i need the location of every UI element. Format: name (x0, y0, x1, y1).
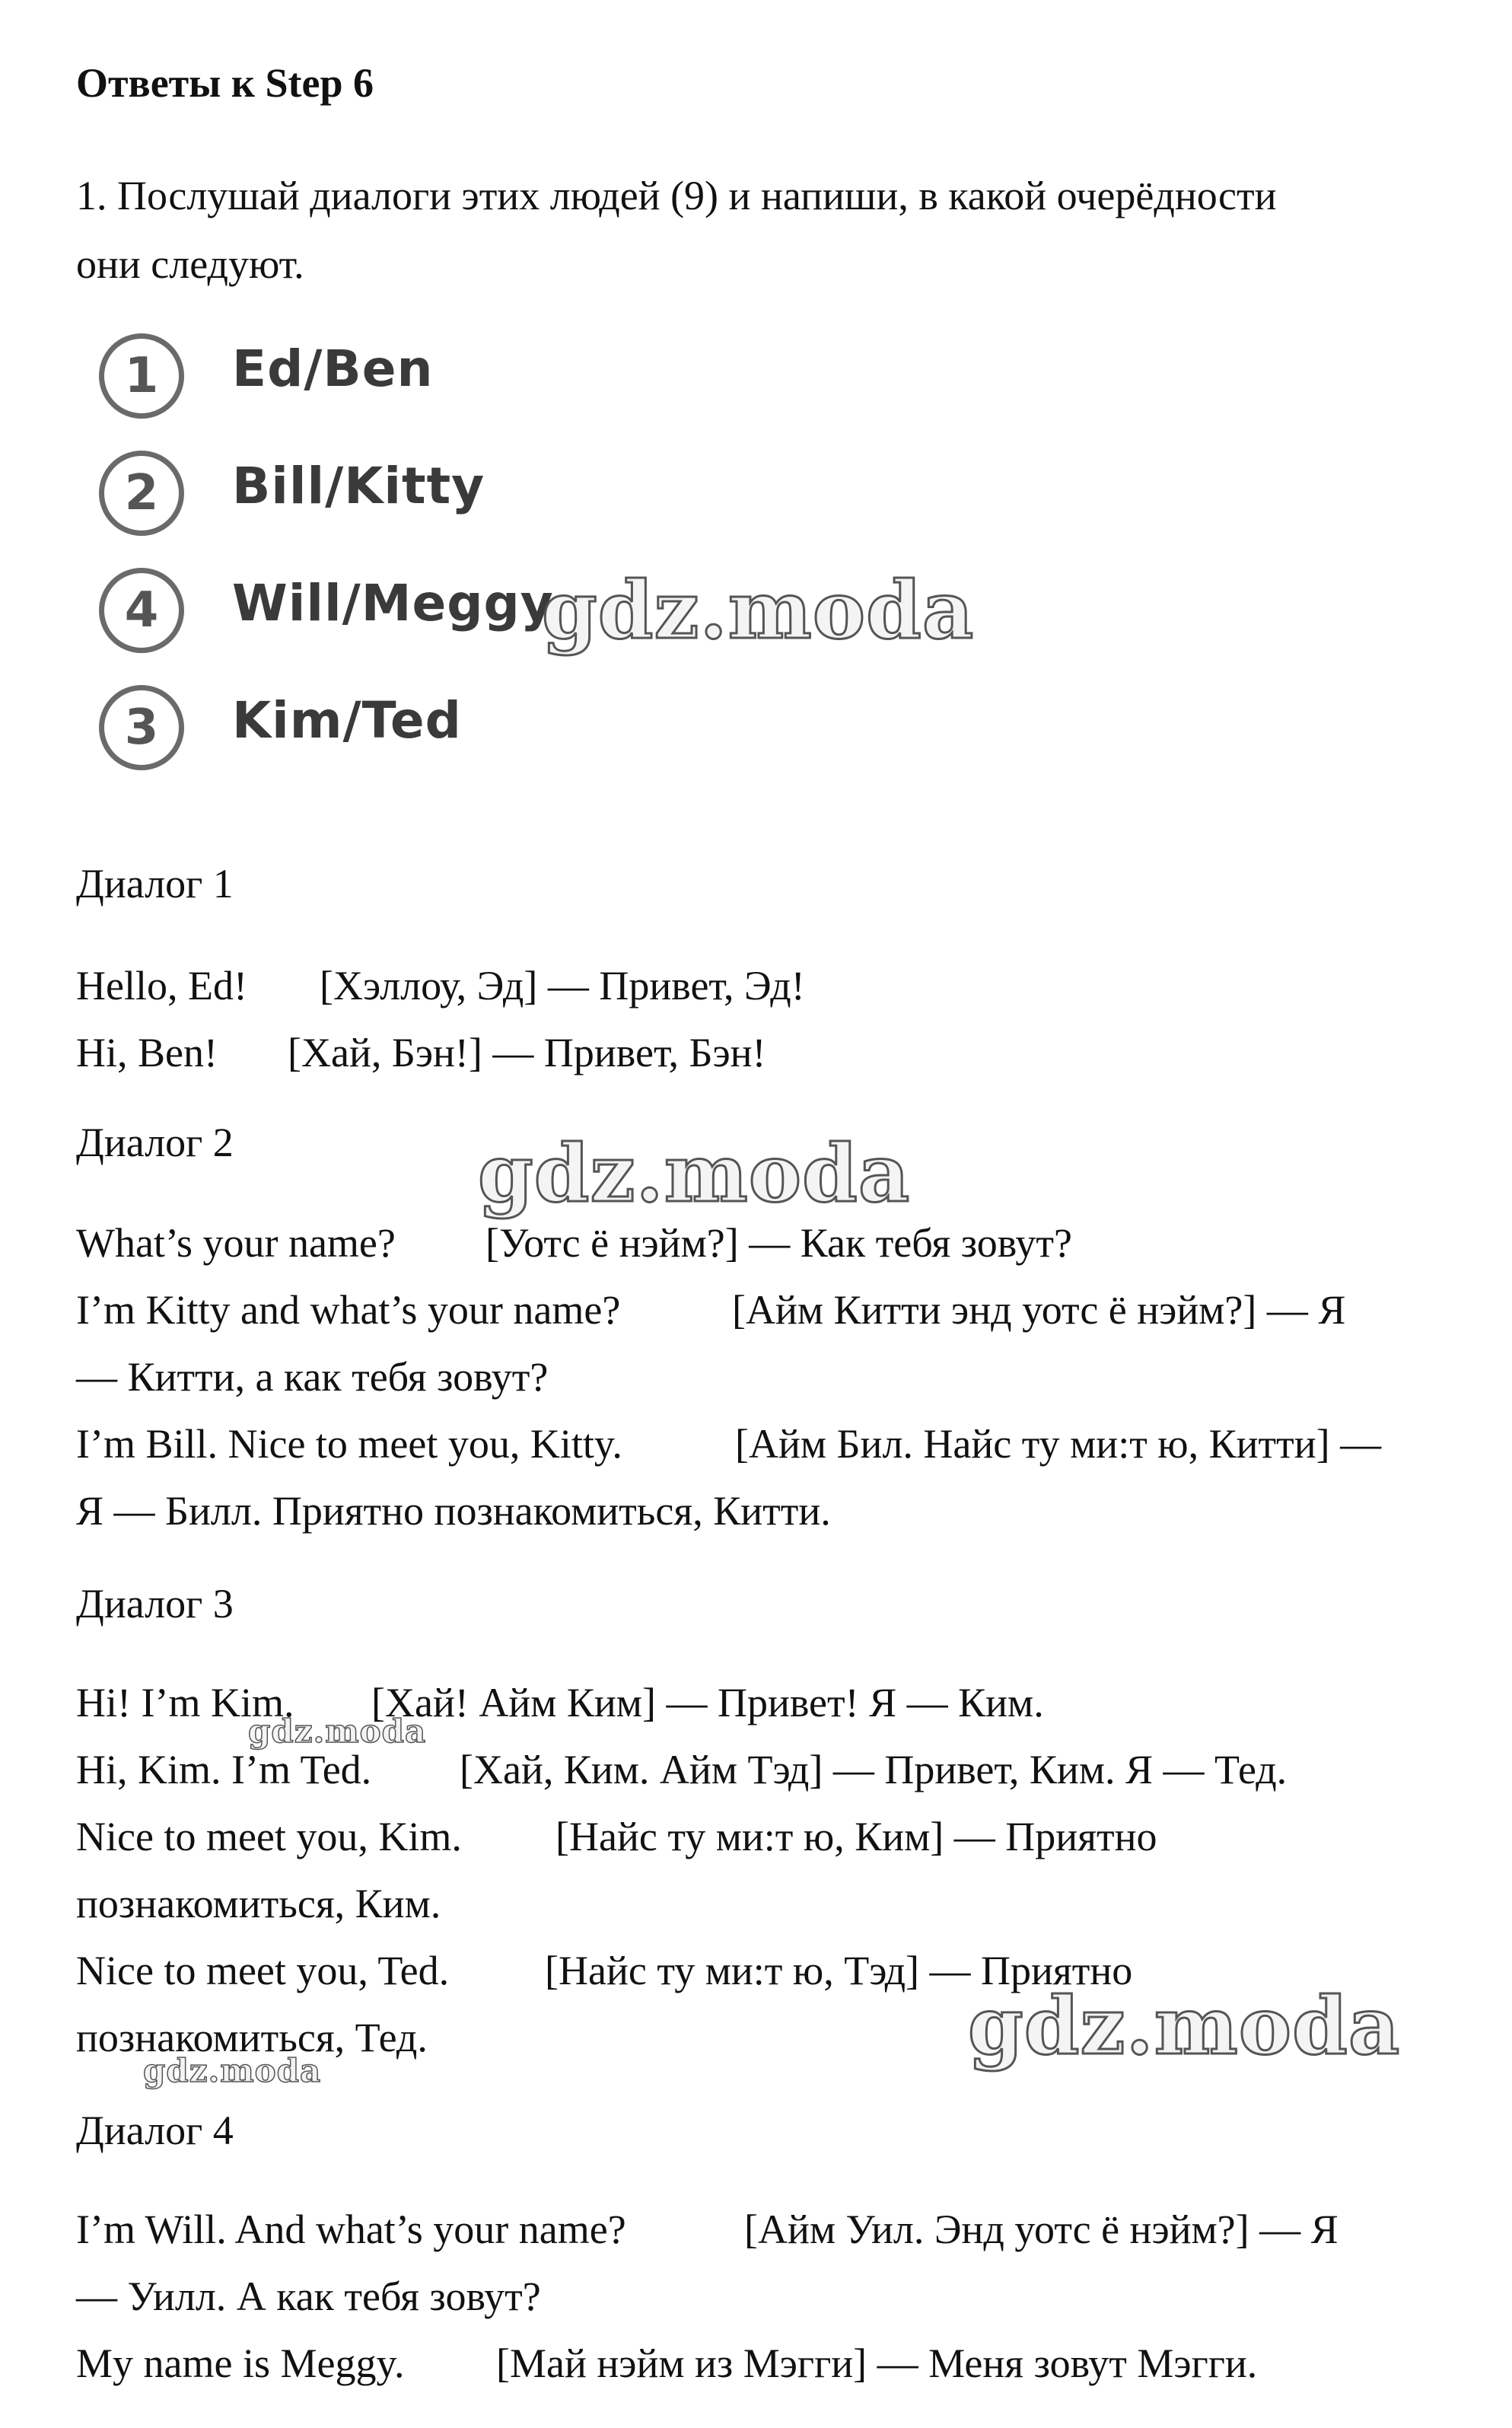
dialog-1-line-2-translation: [Хай, Бэн!] — Привет, Бэн! (288, 1030, 766, 1075)
pair-names: Bill/Kitty (232, 457, 485, 515)
watermark-logo: gdz.moda (478, 1126, 911, 1220)
dialog-4-heading: Диалог 4 (76, 2108, 234, 2153)
order-number-circle: 2 (99, 451, 184, 536)
dialog-3-line-3-english: Nice to meet you, Kim. (76, 1814, 462, 1859)
task-text-line-1: 1. Послушай диалоги этих людей (9) и напиши, в какой очерёдности (76, 173, 1277, 218)
dialog-3-line-3-translation-continued: познакомиться, Ким. (76, 1881, 441, 1926)
dialog-2-line-1-translation: [Уотс ё нэйм?] — Как тебя зовут? (485, 1220, 1072, 1266)
dialog-2-heading: Диалог 2 (76, 1120, 234, 1165)
dialog-3-line-4-translation-continued: познакомиться, Тед. (76, 2015, 428, 2060)
dialog-4-line-1-translation-continued: — Уилл. А как тебя зовут? (76, 2273, 541, 2319)
dialog-3-line-3-translation: [Найс ту ми:т ю, Ким] — Приятно (555, 1814, 1157, 1859)
pair-names: Ed/Ben (232, 339, 434, 398)
task-text-line-2: они следуют. (76, 241, 304, 287)
dialog-4-line-1-english: I’m Will. And what’s your name? (76, 2207, 626, 2252)
dialog-2-line-3-english: I’m Bill. Nice to meet you, Kitty. (76, 1421, 622, 1467)
dialog-3-heading: Диалог 3 (76, 1581, 234, 1627)
pair-names: Will/Meggy (232, 574, 554, 632)
watermark-logo: gdz.moda (542, 563, 975, 657)
dialog-2-line-3-translation-continued: Я — Билл. Приятно познакомиться, Китти. (76, 1488, 831, 1534)
dialog-1-line-1-translation: [Хэллоу, Эд] — Привет, Эд! (320, 963, 805, 1008)
dialog-2-line-2-translation: [Айм Китти энд уотс ё нэйм?] — Я (732, 1287, 1346, 1333)
dialog-1-heading: Диалог 1 (76, 861, 234, 907)
pair-names: Kim/Ted (232, 691, 462, 750)
dialog-2-line-3-translation: [Айм Бил. Найс ту ми:т ю, Китти] — (735, 1421, 1382, 1467)
dialog-3-line-2-english: Hi, Kim. I’m Ted. (76, 1747, 372, 1792)
dialog-1-line-1-english: Hello, Ed! (76, 963, 247, 1008)
dialog-3-line-1-translation: [Хай! Айм Ким] — Привет! Я — Ким. (371, 1680, 1044, 1725)
dialog-1-line-2-english: Hi, Ben! (76, 1030, 218, 1075)
dialog-3-line-4-english: Nice to meet you, Ted. (76, 1948, 450, 1993)
dialog-4-line-1-translation: [Айм Уил. Энд уотс ё нэйм?] — Я (744, 2207, 1339, 2252)
watermark-logo: gdz.moda (143, 2052, 322, 2089)
order-number-circle: 4 (99, 568, 184, 653)
order-number-circle: 3 (99, 685, 184, 770)
dialog-2-line-2-english: I’m Kitty and what’s your name? (76, 1287, 621, 1333)
dialog-4-line-2-english: My name is Meggy. (76, 2340, 405, 2386)
order-number-circle: 1 (99, 333, 184, 419)
dialog-2-line-1-english: What’s your name? (76, 1220, 396, 1266)
dialog-3-line-1-english: Hi! I’m Kim. (76, 1680, 294, 1725)
watermark-logo: gdz.moda (968, 1979, 1401, 2073)
dialog-3-line-2-translation: [Хай, Ким. Айм Тэд] — Привет, Ким. Я — Тед. (460, 1747, 1288, 1792)
watermark-logo: gdz.moda (248, 1713, 427, 1750)
dialog-2-line-2-translation-continued: — Китти, а как тебя зовут? (76, 1354, 549, 1400)
dialog-3-line-4-translation: [Найс ту ми:т ю, Тэд] — Приятно (545, 1948, 1133, 1993)
page-title: Ответы к Step 6 (76, 60, 374, 106)
dialog-4-line-2-translation: [Май нэйм из Мэгги] — Меня зовут Мэгги. (496, 2340, 1258, 2386)
